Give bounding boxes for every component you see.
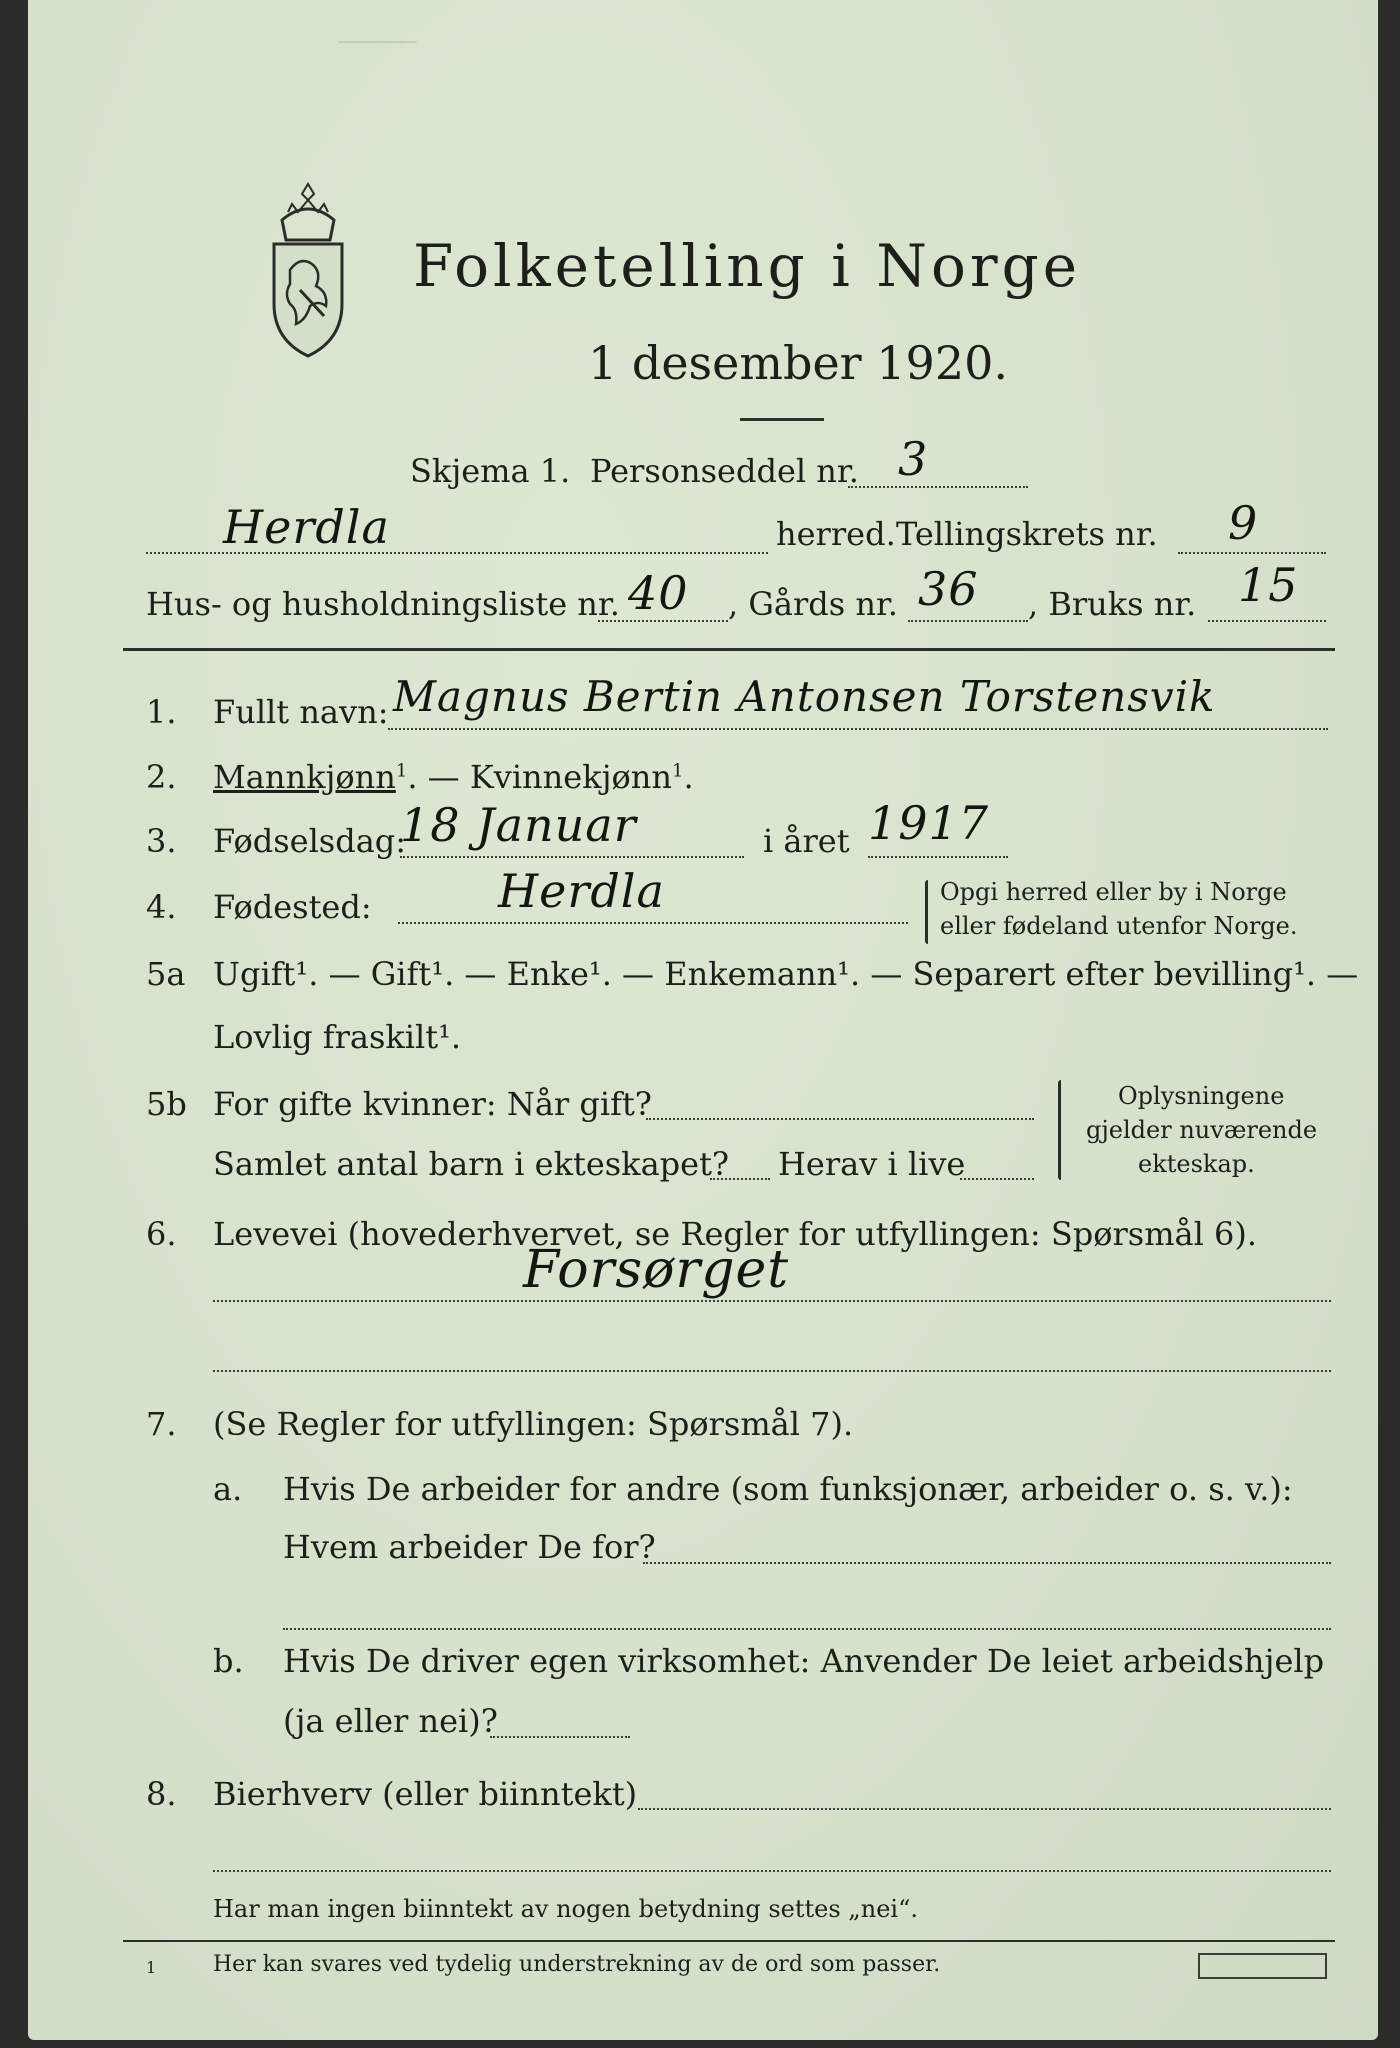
q8-field-line1 — [638, 1808, 1331, 1810]
q8-field-line2 — [213, 1870, 1331, 1872]
q7a-line2: Hvem arbeider De for? — [283, 1528, 656, 1566]
q4-note-bracket — [925, 880, 928, 944]
q7-label: (Se Regler for utfyllingen: Spørsmål 7). — [213, 1405, 854, 1443]
q1-value: Magnus Bertin Antonsen Torstensvik — [393, 672, 1216, 721]
q5b-label-married: For gifte kvinner: Når gift? — [213, 1085, 652, 1123]
q2-separator: . — — [407, 758, 470, 796]
q6-field-line1 — [213, 1300, 1331, 1302]
personseddel-value: 3 — [898, 432, 929, 486]
q4-label: Fødested: — [213, 888, 372, 926]
bruks-value: 15 — [1238, 558, 1299, 612]
q1-field-line — [388, 728, 1328, 730]
q5a-options-line2: Lovlig fraskilt¹. — [213, 1018, 462, 1056]
q2-end: . — [683, 758, 694, 796]
census-form-page — [28, 0, 1378, 2040]
tellingskrets-value: 9 — [1228, 496, 1259, 550]
q2-female: Kvinnekjønn — [469, 758, 672, 796]
hus-field-line — [598, 620, 728, 622]
q7b-number: b. — [213, 1642, 244, 1680]
q7a-line1: Hvis De arbeider for andre (som funksjonær, arbeider o. s. v.): — [283, 1470, 1293, 1508]
footer-note: Har man ingen biinntekt av nogen betydning settes „nei“. — [213, 1895, 918, 1923]
q5a-number: 5a — [146, 955, 186, 993]
q4-note-line2: eller fødeland utenfor Norge. — [940, 912, 1298, 940]
q5b-note-line3: ekteskap. — [1138, 1150, 1255, 1178]
q5b-note-line1: Oplysningene — [1118, 1082, 1285, 1110]
q2-male: Mannkjønn — [213, 758, 396, 796]
hus-label: Hus- og husholdningsliste nr. — [146, 585, 620, 623]
q7-number: 7. — [146, 1405, 177, 1443]
q5b-married-field-line — [646, 1118, 1034, 1120]
hus-value: 40 — [628, 566, 689, 620]
q5b-children-field-line — [710, 1178, 770, 1180]
q5b-alive-field-line — [960, 1178, 1034, 1180]
footer-separator — [123, 1940, 1335, 1942]
printer-stamp — [1198, 1953, 1327, 1979]
q5b-note-line2: gjelder nuværende — [1086, 1116, 1318, 1144]
q6-label: Levevei (hovederhvervet, se Regler for utfyllingen: Spørsmål 6). — [213, 1215, 1258, 1253]
q7a-field-line1 — [643, 1562, 1331, 1564]
schema-label: Skjema 1. — [410, 452, 571, 490]
q4-field-line — [398, 922, 908, 924]
q8-number: 8. — [146, 1775, 177, 1813]
herred-label: herred. — [776, 515, 896, 553]
bruks-label: , Bruks nr. — [1028, 585, 1197, 623]
q5b-label-alive: Herav i live — [778, 1145, 966, 1183]
gards-value: 36 — [918, 562, 979, 616]
footnote-text: Her kan svares ved tydelig understrekning av de ord som passer. — [213, 1952, 941, 1977]
q7b-field-line — [490, 1736, 630, 1738]
q6-field-line2 — [213, 1370, 1331, 1372]
q3-label: Fødselsdag: — [213, 822, 407, 860]
form-date: 1 desember 1920. — [588, 336, 1008, 390]
gards-label: , Gårds nr. — [728, 585, 898, 623]
q4-number: 4. — [146, 888, 177, 926]
q2-gender-options: Mannkjønn$^1$. — Kvinnekjønn$^1$. — [213, 758, 694, 796]
q3-date-field-line — [400, 856, 744, 858]
header-separator — [123, 648, 1335, 651]
q7b-line2: (ja eller nei)? — [283, 1702, 498, 1740]
q4-note-line1: Opgi herred eller by i Norge — [940, 878, 1287, 906]
q4-value: Herdla — [498, 864, 665, 918]
q7b-line1: Hvis De driver egen virksomhet: Anvender De leiet arbeidshjelp — [283, 1642, 1325, 1680]
q2-number: 2. — [146, 758, 177, 796]
q1-number: 1. — [146, 693, 177, 731]
q3-number: 3. — [146, 822, 177, 860]
gards-field-line — [908, 620, 1028, 622]
q6-number: 6. — [146, 1215, 177, 1253]
personseddel-field-line — [848, 486, 1028, 488]
q5b-label-children: Samlet antal barn i ekteskapet? — [213, 1145, 730, 1183]
form-title: Folketelling i Norge — [413, 232, 1082, 300]
bleed-through-text: ───── — [338, 28, 417, 58]
bruks-field-line — [1208, 620, 1326, 622]
q7a-field-line2 — [283, 1628, 1331, 1630]
q7a-number: a. — [213, 1470, 243, 1508]
footnote-number: 1 — [146, 1958, 157, 1977]
q5a-options-line1: Ugift¹. — Gift¹. — Enke¹. — Enkemann¹. — Separert efter bevilling¹. — — [213, 955, 1359, 993]
q1-label: Fullt navn: — [213, 693, 389, 731]
tellingskrets-label: Tellingskrets nr. — [896, 515, 1158, 553]
q3-value: 18 Januar — [400, 798, 637, 852]
q3-year-value: 1917 — [868, 796, 990, 850]
q3-year-label: i året — [763, 822, 850, 860]
coat-of-arms-icon — [260, 180, 356, 360]
personseddel-label: Personseddel nr. — [590, 452, 859, 490]
q5b-number: 5b — [146, 1085, 187, 1123]
tellingskrets-field-line — [1178, 552, 1326, 554]
q5b-note-bracket — [1058, 1080, 1061, 1180]
q3-year-field-line — [868, 856, 1008, 858]
q6-value: Forsørget — [523, 1240, 790, 1300]
q8-label: Bierhverv (eller biinntekt) — [213, 1775, 638, 1813]
herred-value: Herdla — [223, 500, 390, 554]
title-divider — [740, 418, 824, 421]
